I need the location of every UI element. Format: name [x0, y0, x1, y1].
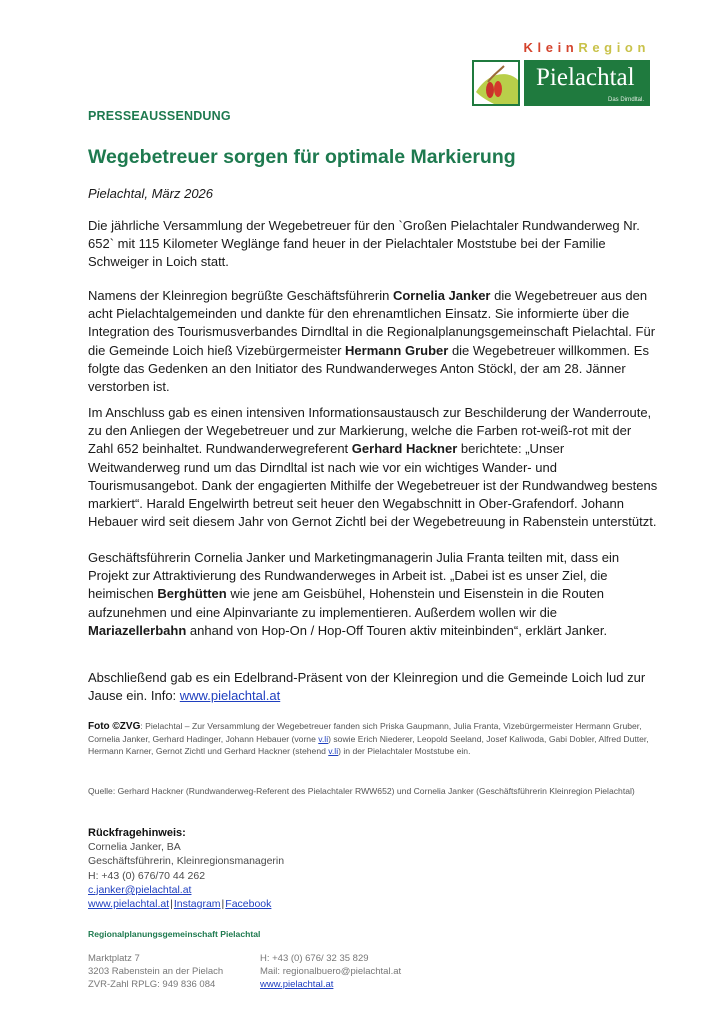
dateline: Pielachtal, März 2026 — [88, 186, 214, 201]
paragraph-2: Namens der Kleinregion begrüßte Geschäftsführerin Cornelia Janker die Wegebetreuer aus den acht Pielachtalgemeinden und dankte für den ehrenamtlichen Einsatz. Sie informierte über die Integration des Tourismusverbandes Dirndltal in die Regionalplanungsgemeinschaft Pielachtal. Für die Gemeinde Loich hieß Vizebürgermeister Hermann Gruber die Wegebetreuer willkommen. Es folgte das Gedenken an den Initiator des Rundwanderweges Anton Stöckl, der am 28. Jänner verstorben ist. — [88, 288, 656, 395]
paragraph-5: Abschließend gab es ein Edelbrand-Präsent von der Kleinregion und die Gemeinde Loich lud zur Jause ein. Info: www.pielachtal.at — [88, 670, 646, 704]
press-release-kicker: PRESSEAUSSENDUNG — [88, 109, 231, 123]
person-name: Hermann Gruber — [345, 342, 449, 358]
page-title: Wegebetreuer sorgen für optimale Markierung — [88, 146, 516, 168]
source-note: Quelle: Gerhard Hackner (Rundwanderweg-Referent des Pielachtaler RWW652) und Cornelia Janker (Geschäftsführerin Kleinregion Pielachtal) — [88, 786, 635, 796]
highlight-term: Berghütten — [157, 586, 227, 602]
cornel-berry-icon — [472, 60, 520, 106]
footer-org-name: Regionalplanungsgemeinschaft Pielachtal — [88, 929, 261, 939]
contact-phone: H: +43 (0) 676/70 44 262 — [88, 869, 206, 882]
footer-address: Marktplatz 7 3203 Rabenstein an der Pielach ZVR-Zahl RPLG: 949 836 084 — [88, 953, 224, 991]
person-name: Cornelia Janker — [392, 288, 491, 303]
kleinregion-pielachtal-logo — [472, 40, 650, 108]
footer-website-link[interactable]: www.pielachtal.at — [260, 979, 334, 991]
contact-heading: Rückfragehinweis: — [88, 827, 186, 839]
paragraph-3: Im Anschluss gab es einen intensiven Informationsaustausch zur Beschilderung der Wanderroute, zu den Anliegen der Wegebetreuer und zur Markierung, welche die Farben rot-weiß-rot mit der Zahl 652 beinhaltet. Rundwanderwegreferent Gerhard Hackner berichtete: „Unser Weitwanderweg rund um das Dirndltal ist nach wie vor ein wichtiges Wander- und Tourismusangebot. Dank der engagierten Mithilfe der Wegebetreuer ist der Rundwandweg bestens markiert“. Harald Engelwirth betreut seit heuer den Wegabschnitt in Ober-Grafendorf. Johann Hebauer wird seit diesem Jahr von Gernot Zichtl bei der Wegebetreuung in Rabenstein unterstützt. — [88, 405, 658, 530]
logo-green-box: Pielachtal Das Dirndltal. — [524, 60, 650, 106]
website-link[interactable]: www.pielachtal.at — [88, 898, 170, 911]
instagram-link[interactable]: Instagram — [173, 898, 221, 911]
contact-block: Rückfragehinweis: Cornelia Janker, BA Geschäftsführerin, Kleinregionsmanagerin H: +43 (0) 676/70 44 262 c.janker@pielachtal.at www.pielachtal.at|Instagram|Facebook — [88, 827, 285, 911]
caption-link[interactable]: v.li — [318, 734, 329, 745]
paragraph-1: Die jährliche Versammlung der Wegebetreuer für den `Großen Pielachtaler Rundwanderweg Nr. 652` mit 115 Kilometer Weglänge fand heuer in der Pielachtaler Moststube bei der Familie Schweiger in Loich statt. — [88, 218, 640, 270]
website-link[interactable]: www.pielachtal.at — [179, 688, 281, 704]
caption-link[interactable]: v.li — [328, 746, 339, 757]
facebook-link[interactable]: Facebook — [225, 898, 272, 911]
person-name: Gerhard Hackner — [351, 441, 458, 457]
photo-caption: Foto ©ZVG: Pielachtal – Zur Versammlung der Wegebetreuer fanden sich Priska Gaupmann, Julia Franta, Vizebürgermeister Hermann Gruber, Cornelia Janker, Gerhard Hadinger, Johann Hebauer (vorne v.li) sowie Erich Niederer, Leopold Seeland, Josef Kaliwoda, Gabi Dobler, Alfred Dutter, Hermann Karner, Gernot Zichtl und Gerhard Hackner (stehend v.li) in der Pielachtaler Moststube ein. — [88, 721, 649, 757]
highlight-term: Mariazellerbahn — [88, 622, 187, 638]
contact-role: Geschäftsführerin, Kleinregionsmanagerin — [88, 855, 285, 868]
contact-name: Cornelia Janker, BA — [88, 841, 181, 854]
paragraph-4: Geschäftsführerin Cornelia Janker und Marketingmanagerin Julia Franta teilten mit, dass ein Projekt zur Attraktivierung des Rundwanderweges in Arbeit ist. „Dabei ist es unser Ziel, die heimischen Berghütten wie jene am Geisbühel, Hohenstein und Eisenstein in die Routen aufzunehmen und eine Alpinvariante zu implementieren. Außerdem wollen wir die Mariazellerbahn anhand von Hop-On / Hop-Off Touren aktiv miteinbinden“, erklärt Janker. — [88, 550, 620, 638]
footer-contact: H: +43 (0) 676/ 32 35 829 Mail: regionalbuero@pielachtal.at www.pielachtal.at — [260, 953, 402, 991]
logo-wordmark-top: KleinRegion — [523, 40, 650, 55]
contact-email-link[interactable]: c.janker@pielachtal.at — [88, 883, 192, 896]
